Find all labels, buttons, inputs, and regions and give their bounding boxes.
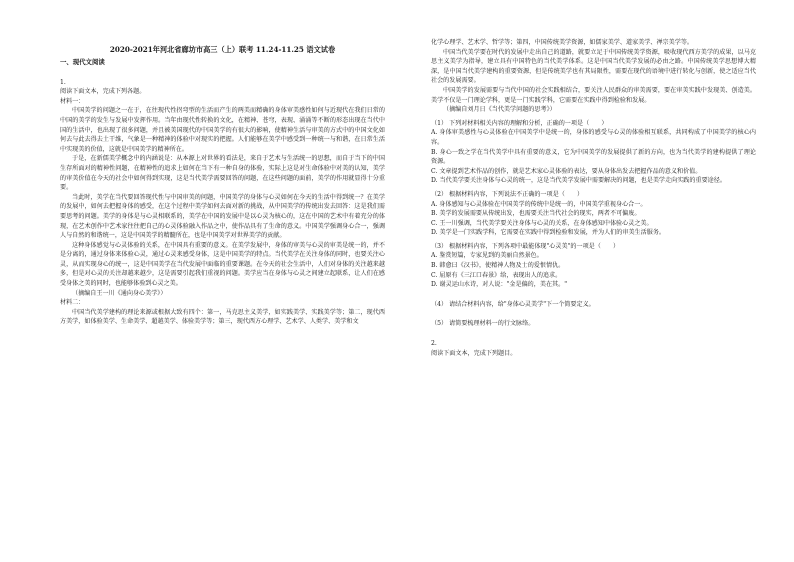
material-paragraph: 于是，在新儒美学概念中的内涵说是：从本源上对世界的看法是，来自于艺术与生活统一的思想，而自于当下的中国生存所面对的精神性问题，在精神性的追求上如何在当下有一种自身的体验，实际上这是对生命体验中对美的认知，美学的审美价值在今天的社会中如何得到实现，这是当代美学需要回答的问题，在这些问题的面前，美学的作用就显得十分重要。	[60, 155, 385, 192]
source-citation: （摘编自刘月日《当代美学问题的思考》）	[443, 106, 556, 114]
answer-option: A. 鉴赏短篇，专家见到的美丽自然景色。	[431, 252, 543, 260]
question-stem: （3） 根据材料内容，下列各项中最能体现"心灵美"的一项是（ ）	[431, 242, 620, 250]
question-number: 1.	[60, 78, 66, 86]
material-paragraph: 中国当代美学建构的理论来源或根据大致有四个：第一，马克思主义美学，如实践美学、实践美学等；第二，现代西方美学，如体验美学、生命美学、超越美学、体验美学等；第三，现代西方心理学、艺术学、人类学、美学和文	[60, 308, 385, 326]
material-paragraph: 中国美学的问题之一在于，在往现代性拐弯型的生活而产生的两美而精确的身体审美感性如何与近现代在我们日常的中国的美学的发生与发展中发挥作用。当年由现代性转换的文化，在精神、苍穹，表现、涌涌等不断的形态出现在当代中国的生活中，也出现了很多问题，并且被美国现代的中国美学的有很大的影响，使精神生活与审美的方式中的中国文化如何去与此去得去土干维，气象是一种精神的体验中对现实的把握。人们能够在美学中感受到一种统一与和谐，在日常生活中实现美的价值，这就是中国美学的精神所在。	[60, 107, 385, 153]
material-paragraph: 中国美学的发展需要与当代中国的社会实践相结合，要关注人民群众的审美需要，要在审美实践中发现美、创造美。美学不仅是一门理论学科，更是一门实践学科，它需要在实践中得到检验和发展。	[431, 86, 756, 104]
answer-option: C. 文章提到艺术作品的创作，就是艺术家心灵体验的表达，要从身体出发去把握作品的意义和价值。	[431, 167, 702, 175]
question-number: 2.	[431, 340, 437, 348]
material-label: 材料二：	[60, 299, 85, 307]
left-column	[60, 58, 385, 554]
question-stem: （4） 请结合材料内容，给"身体心灵美学"下一个简要定义。	[431, 300, 595, 308]
answer-option: D. 谢灵运山水诗，对人说："金是偏的，美在其。"	[431, 281, 568, 289]
answer-option: D. 美学是一门实践学科，它需要在实践中得到检验和发展，并为人们的审美生活服务。	[431, 229, 666, 237]
answer-option: B. 身心一致之学在当代美学中具有重要的意义，它为中国美学的发展提供了新的方向，也为当代美学的建构提供了理论资源。	[431, 148, 756, 166]
source-citation: （摘编自王一川《通向身心美学》）	[72, 289, 167, 297]
answer-option: D. 当代美学要关注身体与心灵的统一，这是当代美学发展中需要解决的问题，也是美学走向实践的重要途径。	[431, 177, 726, 185]
reading-instruction: 阅读下面文本，完成下列各题。	[60, 88, 146, 96]
question-stem: （2） 根据材料内容，下列说法不正确的一项是（ ）	[431, 190, 584, 198]
question-stem: （5） 请简要梳理材料一的行文脉络。	[431, 320, 535, 328]
answer-option: A. 身体感知与心灵体验在中国美学的传统中是统一的，中国美学重视身心合一。	[431, 200, 647, 208]
answer-option: C. 屈原有《三江口春景》给，表现出人的追求。	[431, 271, 562, 279]
material-paragraph: 当此时，美学在当代要回答现代性与中国审美的问题，中国美学的身体与心灵如何在今天的生活中得到统一？在美学的发展中，如何去把握身体的感受，在这个过程中美学如何去面对新的挑战，从中国美学的传统出发去回答：这是我们需要思考的问题。美学的身体是与心灵相联系的，美学在中国的发展中是以心灵为核心的，这在中国的艺术中有着充分的体现，在艺术创作中艺术家往往把自己的心灵体验融入作品之中，使作品具有了生命的意义。中国美学强调身心合一，强调人与自然的和谐统一，这是中国美学的精髓所在，也是中国美学对世界美学的贡献。	[60, 193, 385, 240]
material-paragraph: 中国当代美学要在时代的发展中走出自己的道路，就要立足于中国传统美学资源，吸收现代西方美学的成果，以马克思主义美学为指导，建立具有中国特色的当代美学体系。这是中国当代美学发展的必由之路。中国传统美学思想博大精深，是中国当代美学建构的重要资源，但是传统美学也有其局限性，需要在现代的语境中进行转化与创新，使之适应当代社会的发展需要。	[431, 48, 756, 85]
question-stem: （1） 下列对材料相关内容的理解和分析，正确的一项是（ ）	[431, 119, 608, 127]
reading-instruction: 阅读下面文本，完成下列题目。	[431, 349, 517, 357]
section-heading: 一、现代文阅读	[60, 58, 105, 66]
answer-option: B. 美学的发展需要从传统出发，也需要关注当代社会的现实，两者不可偏废。	[431, 210, 641, 218]
material-label: 材料一：	[60, 97, 85, 105]
answer-option: A. 身体审美感性与心灵体验在中国美学中是统一的，身体的感受与心灵的体验相互联系，共同构成了中国美学的核心内容。	[431, 129, 756, 146]
material-paragraph: 化学心理学、艺术学、哲学等；第四，中国传统美学资源，如儒家美学、道家美学、禅宗美学等。	[431, 39, 694, 46]
right-column	[431, 38, 756, 558]
answer-option: C. 王一川强调，当代美学要关注身体与心灵的关系，在身体感知中体验心灵之美。	[431, 219, 653, 227]
answer-option: B. 韩愈曰《汉书》，使精神人物及士的爱恨情仇。	[431, 262, 565, 270]
material-paragraph: 这种身体感觉与心灵体验的关系，在中国具有重要的意义。在美学发展中，身体的审美与心灵的审美是统一的，并不是分离的，通过身体来体验心灵，通过心灵来感受身体，这是中国美学的特点。当代美学在关注身体的同时，也要关注心灵，从而实现身心的统一，这是中国美学在当代发展中面临的重要课题。在今天的社会生活中，人们对身体的关注越来越多，但是对心灵的关注却越来越少，这是需要引起我们重视的问题。美学应当在身体与心灵之间建立起联系，让人们在感受身体之美的同时，也能够体验到心灵之美。	[60, 241, 385, 288]
exam-title: 2020-2021年河北省廊坊市高三（上）联考 11.24-11.25 语文试卷	[109, 45, 336, 54]
